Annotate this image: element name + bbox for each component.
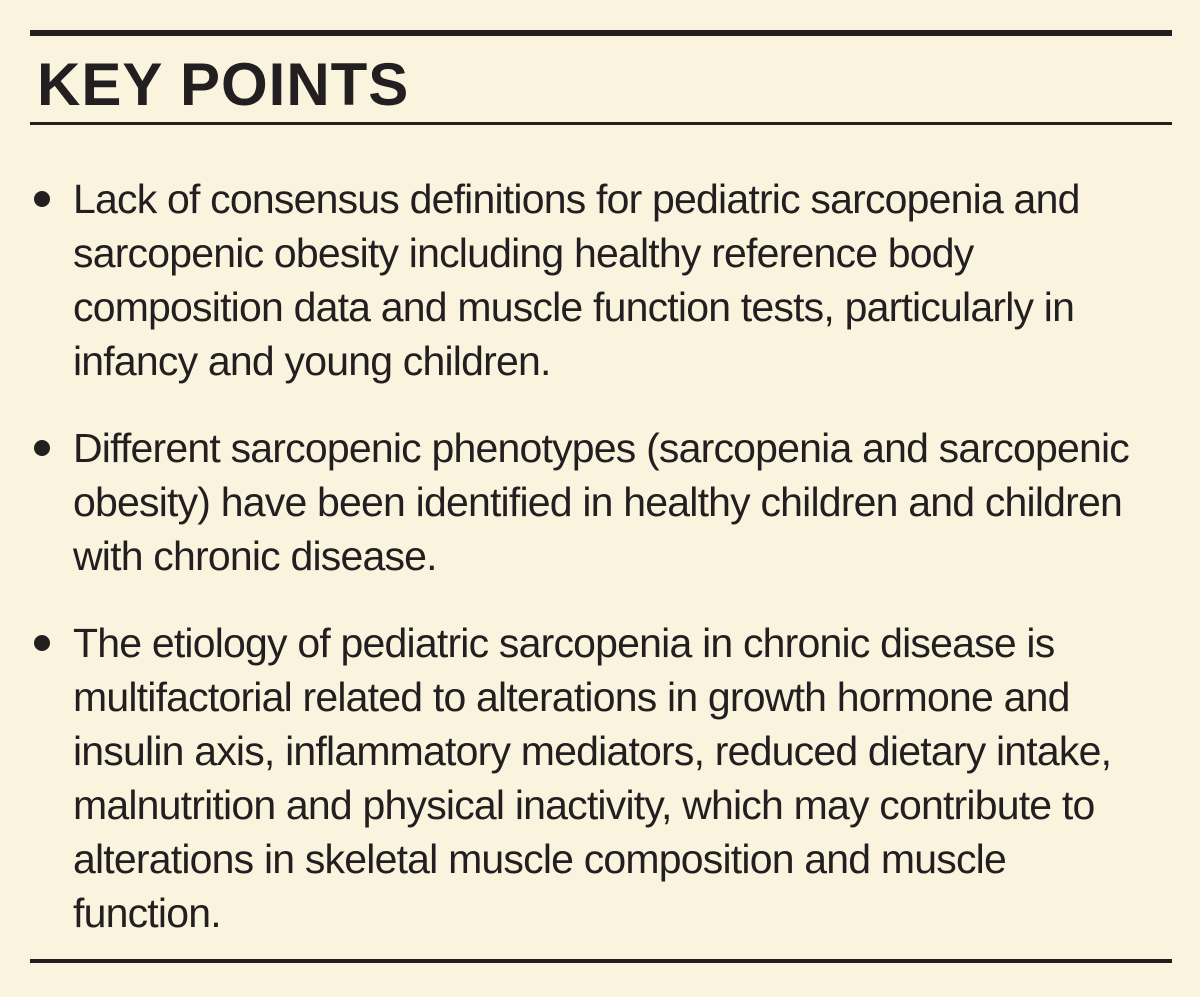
title-underline-rule: [30, 122, 1172, 125]
key-points-title: KEY POINTS: [37, 51, 410, 118]
key-point-text: Different sarcopenic phenotypes (sarcopenia and sarcopenic obesity) have been identified in healthy children and children with chronic disease.: [73, 425, 1129, 579]
key-point-text: The etiology of pediatric sarcopenia in chronic disease is multifactorial related to alterations in growth hormone and insulin axis, inflammatory mediators, reduced dietary intake, malnutrition and physical inactivity, which may contribute to alterations in skeletal muscle composition and muscle function.: [73, 620, 1112, 936]
bullet-icon: [34, 635, 50, 651]
key-point-item: [30, 616, 1155, 940]
key-points-list: [30, 172, 1155, 973]
bottom-rule: [30, 959, 1172, 963]
bullet-icon: [34, 191, 50, 207]
bullet-icon: [34, 440, 50, 456]
key-point-item: [30, 172, 1155, 388]
key-point-item: [30, 421, 1155, 583]
key-point-text: Lack of consensus definitions for pediatric sarcopenia and sarcopenic obesity including healthy reference body composition data and muscle function tests, particularly in infancy and young children.: [73, 176, 1080, 384]
top-rule: [30, 30, 1172, 36]
